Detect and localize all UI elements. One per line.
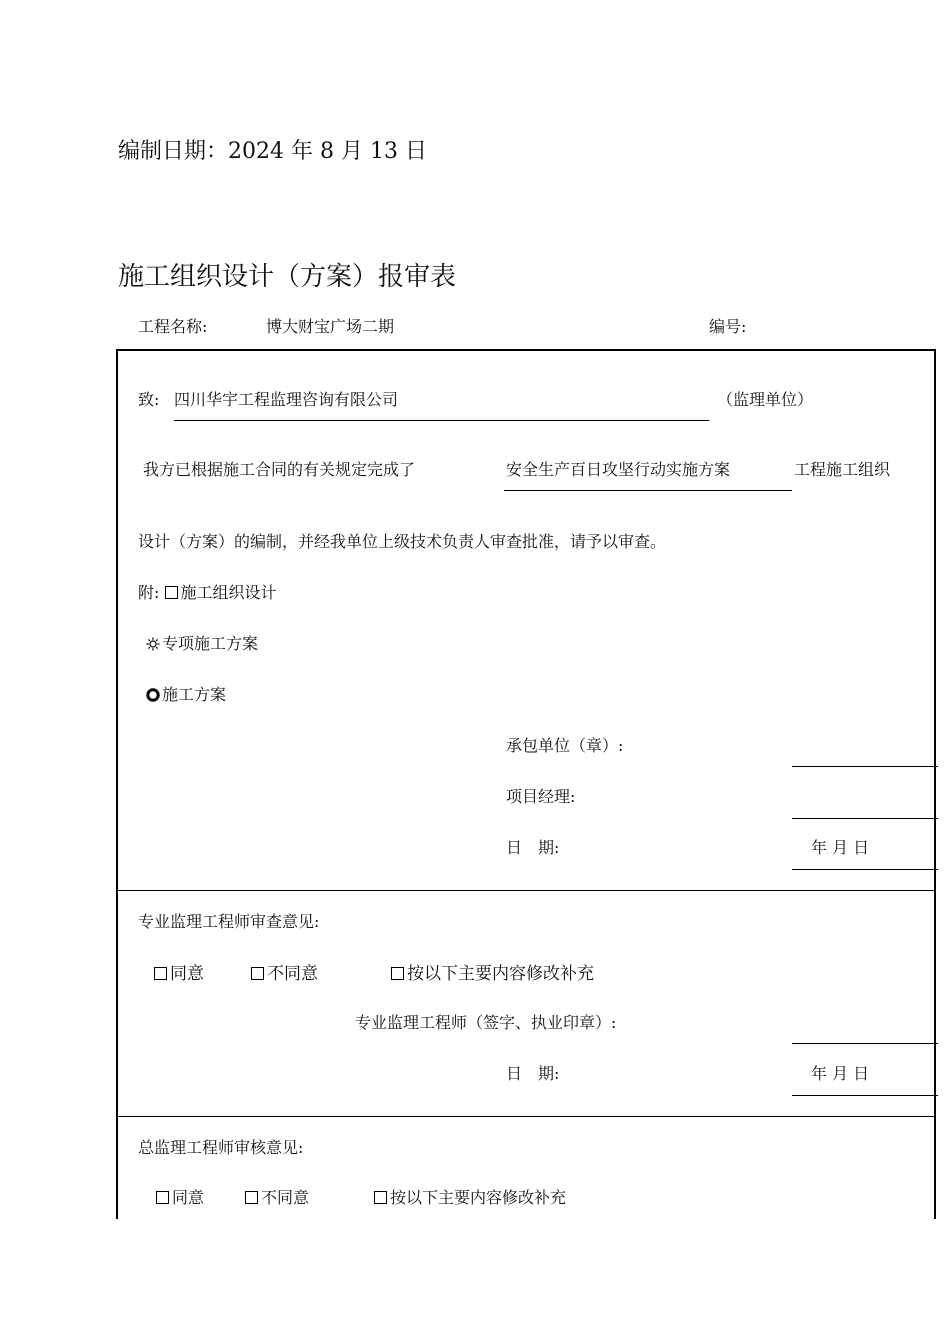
date-underline-1 [792,869,938,870]
signer-underline [792,1043,938,1044]
manager-underline [792,818,938,819]
section-divider-2 [118,1116,934,1117]
form-table [116,349,936,1219]
specialist-review-heading: 专业监理工程师审查意见: [138,912,320,931]
section-divider-1 [118,890,934,891]
specialist-revise-option [391,959,594,984]
chief-disagree-option [245,1185,309,1208]
form-title: 施工组织设计（方案）报审表 [118,262,457,292]
sun-bullet-icon [146,637,160,651]
date-label-1: 日 期: [506,838,560,857]
chief-agree-checkbox-icon[interactable] [156,1191,169,1204]
disagree-label: 不同意 [267,964,318,984]
statement-prefix: 我方已根据施工合同的有关规定完成了 [143,460,416,479]
option-row-plan [146,682,226,705]
project-name-label: 工程名称: [138,317,208,336]
to-unit-value: 四川华宇工程监理咨询有限公司 [174,390,399,409]
chief-agree-option [156,1185,204,1208]
specialist-disagree-option [251,959,318,984]
compile-date: 编制日期：2024 年 8 月 13 日 [118,139,427,164]
agree-checkbox-icon[interactable] [154,967,167,980]
plan-name-underline [504,490,792,491]
option-construction-design: 施工组织设计 [180,583,277,602]
filled-ring-bullet-icon [146,688,160,702]
revise-label: 按以下主要内容修改补充 [407,964,594,984]
manager-label: 项目经理: [506,787,576,806]
date-underline-2 [792,1095,938,1096]
statement-suffix: 工程施工组织 [794,460,891,479]
chief-revise-checkbox-icon[interactable] [374,1191,387,1204]
chief-review-heading: 总监理工程师审核意见: [138,1138,304,1157]
option-special-plan: 专项施工方案 [162,634,259,653]
chief-agree-label: 同意 [172,1188,205,1207]
date-value-1: 年 月 日 [811,838,870,857]
attachment-label: 附: [138,583,160,602]
option-construction-plan: 施工方案 [162,685,227,704]
chief-disagree-label: 不同意 [261,1188,310,1207]
chief-revise-label: 按以下主要内容修改补充 [390,1188,567,1207]
to-unit-underline [174,420,709,421]
specialist-agree-option [154,959,204,984]
project-name-value: 博大财宝广场二期 [266,317,395,336]
specialist-signer-label: 专业监理工程师（签字、执业印章）: [355,1013,617,1032]
number-label: 编号: [709,317,747,336]
chief-disagree-checkbox-icon[interactable] [245,1191,258,1204]
chief-revise-option [374,1185,566,1208]
contractor-underline [792,766,938,767]
statement-line2: 设计（方案）的编制，并经我单位上级技术负责人审查批准，请予以审查。 [138,532,667,551]
option-row-special [146,631,258,654]
plan-name-value: 安全生产百日攻坚行动实施方案 [506,460,731,479]
attachment-row [138,580,277,603]
contractor-label: 承包单位（章）: [506,736,624,755]
agree-label: 同意 [170,964,204,984]
to-label: 致: [138,390,160,409]
to-unit-suffix: （监理单位） [717,390,814,409]
revise-checkbox-icon[interactable] [391,967,404,980]
date-label-2: 日 期: [506,1064,560,1083]
date-value-2: 年 月 日 [811,1064,870,1083]
disagree-checkbox-icon[interactable] [251,967,264,980]
empty-checkbox-icon[interactable] [165,586,178,599]
